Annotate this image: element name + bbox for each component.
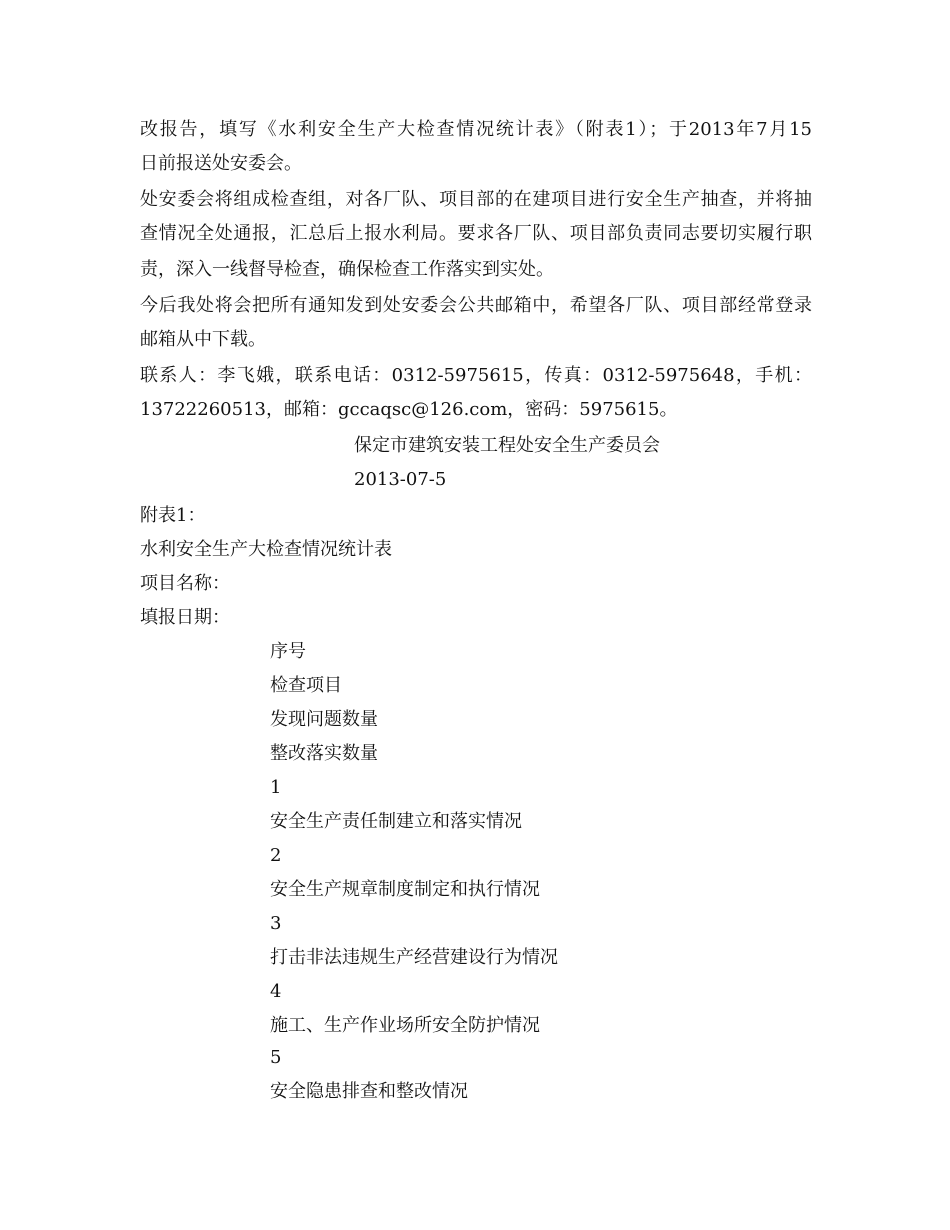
table-header-item: 检查项目 — [270, 675, 342, 696]
table-row-number: 3 — [270, 913, 282, 934]
appendix-title: 水利安全生产大检查情况统计表 — [140, 539, 392, 560]
table-row-number: 1 — [270, 777, 282, 798]
table-header-rectified: 整改落实数量 — [270, 743, 378, 764]
table-row-item: 安全生产责任制建立和落实情况 — [270, 811, 522, 832]
table-row-number: 5 — [270, 1047, 282, 1068]
table-row-item: 打击非法违规生产经营建设行为情况 — [270, 947, 558, 968]
report-date-label: 填报日期： — [140, 607, 230, 628]
table-row-item: 安全生产规章制度制定和执行情况 — [270, 879, 540, 900]
table-row-number: 2 — [270, 845, 282, 866]
signature-date: 2013-07-5 — [354, 469, 447, 490]
table-row-number: 4 — [270, 981, 282, 1002]
table-row-item: 安全隐患排查和整改情况 — [270, 1081, 468, 1102]
body-line-3: 处安委会将组成检查组，对各厂队、项目部的在建项目进行安全生产抽查，并将抽 — [140, 189, 812, 210]
body-line-4: 查情况全处通报，汇总后上报水利局。要求各厂队、项目部负责同志要切实履行职 — [140, 223, 812, 244]
body-line-7: 邮箱从中下载。 — [140, 329, 266, 350]
project-name-label: 项目名称： — [140, 573, 230, 594]
table-row-item: 施工、生产作业场所安全防护情况 — [270, 1015, 540, 1036]
contact-email-line: 13722260513，邮箱：gccaqsc@126.com，密码：5975615。 — [140, 399, 678, 420]
body-line-6: 今后我处将会把所有通知发到处安委会公共邮箱中，希望各厂队、项目部经常登录 — [140, 295, 812, 316]
contact-line: 联系人：李飞娥，联系电话：0312-5975615，传真：0312-5975648，手机： — [140, 365, 812, 386]
table-header-issues-found: 发现问题数量 — [270, 709, 378, 730]
body-line-2: 日前报送处安委会。 — [140, 153, 302, 174]
signature-org: 保定市建筑安装工程处安全生产委员会 — [354, 435, 660, 456]
body-line-1: 改报告，填写《水利安全生产大检查情况统计表》（附表1）；于2013年7月15 — [140, 119, 812, 140]
table-header-no: 序号 — [270, 641, 306, 662]
body-line-5: 责，深入一线督导检查，确保检查工作落实到实处。 — [140, 259, 554, 280]
appendix-label: 附表1： — [140, 505, 206, 526]
